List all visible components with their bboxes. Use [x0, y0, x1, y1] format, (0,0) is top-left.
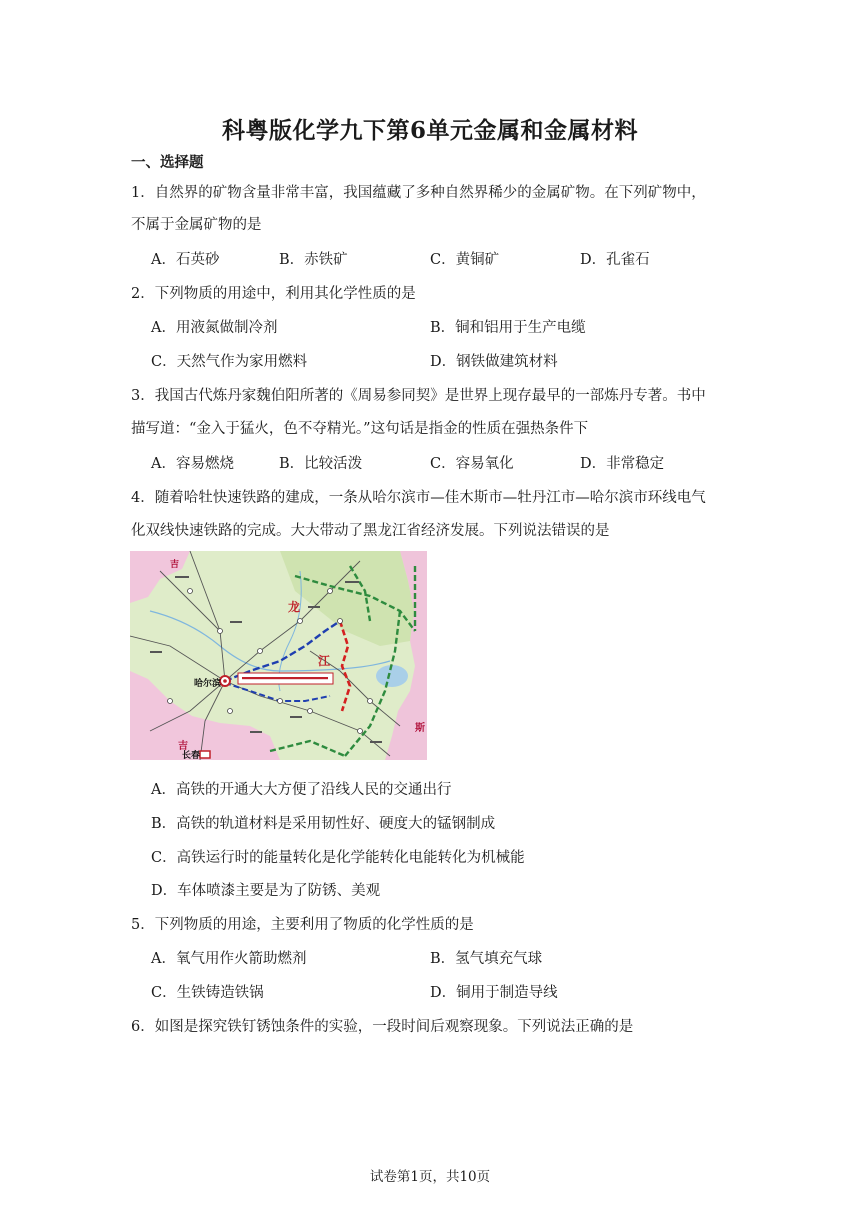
section-heading: 一、选择题: [131, 155, 204, 171]
map-label-long: 龙: [288, 600, 301, 614]
q4-option-b: B．高铁的轨道材料是采用韧性好、硬度大的锰钢制成: [151, 816, 496, 832]
q4-option-d: D．车体喷漆主要是为了防锈、美观: [151, 883, 381, 899]
q3-option-c: C．容易氧化: [430, 456, 514, 472]
map-label-ji-top: 吉: [170, 560, 180, 570]
railway-map-svg: [130, 551, 427, 760]
map-label-jiang: 江: [318, 654, 331, 668]
page-title: 科粤版化学九下第6单元金属和金属材料: [221, 117, 638, 144]
q5-option-c: C．生铁铸造铁锅: [151, 985, 264, 1001]
q2-option-d: D．钢铁做建筑材料: [430, 354, 558, 370]
map-label-harbin: 哈尔滨: [194, 679, 222, 689]
q1-option-a: A．石英砂: [151, 252, 220, 268]
q6-stem-line1: 6．如图是探究铁钉锈蚀条件的实验，一段时间后观察现象。下列说法正确的是: [131, 1019, 634, 1035]
q2-option-c: C．天然气作为家用燃料: [151, 354, 308, 370]
q5-option-a: A．氧气用作火箭助燃剂: [151, 951, 307, 967]
q4-option-a: A．高铁的开通大大方便了沿线人民的交通出行: [151, 782, 452, 798]
q1-option-c: C．黄铜矿: [430, 252, 500, 268]
q2-stem-line1: 2．下列物质的用途中，利用其化学性质的是: [131, 286, 416, 302]
q3-stem-line1: 3．我国古代炼丹家魏伯阳所著的《周易参同契》是世界上现存最早的一部炼丹专著。书中: [131, 388, 706, 404]
map-label-changchun: 长春: [182, 751, 201, 760]
q2-option-b: B．铜和铝用于生产电缆: [430, 320, 586, 336]
q1-option-b: B．赤铁矿: [279, 252, 348, 268]
q1-option-d: D．孔雀石: [580, 252, 650, 268]
map-label-si: 斯: [415, 723, 425, 734]
q3-option-a: A．容易燃烧: [151, 456, 234, 472]
q5-option-d: D．铜用于制造导线: [430, 985, 558, 1001]
q4-option-c: C．高铁运行时的能量转化是化学能转化电能转化为机械能: [151, 850, 525, 866]
railway-map-image: [130, 551, 427, 760]
q3-option-b: B．比较活泼: [279, 456, 363, 472]
q1-stem-line2: 不属于金属矿物的是: [131, 217, 262, 233]
q1-stem-line1: 1．自然界的矿物含量非常丰富，我国蕴藏了多种自然界稀少的金属矿物。在下列矿物中，: [131, 185, 706, 201]
page-footer: 试卷第1页，共10页: [369, 1169, 491, 1185]
q3-option-d: D．非常稳定: [580, 456, 665, 472]
q5-option-b: B．氢气填充气球: [430, 951, 543, 967]
q2-option-a: A．用液氮做制冷剂: [151, 320, 278, 336]
map-label-ji-bottom: 吉: [178, 741, 188, 752]
q4-stem-line2: 化双线快速铁路的完成。大大带动了黑龙江省经济发展。下列说法错误的是: [131, 523, 610, 539]
q5-stem-line1: 5．下列物质的用途，主要利用了物质的化学性质的是: [131, 917, 474, 933]
q3-stem-line2: 描写道：“金入于猛火，色不夺精光。”这句话是指金的性质在强热条件下: [131, 421, 589, 437]
q4-stem-line1: 4．随着哈牡快速铁路的建成，一条从哈尔滨市—佳木斯市—牡丹江市—哈尔滨市环线电气: [131, 490, 706, 506]
